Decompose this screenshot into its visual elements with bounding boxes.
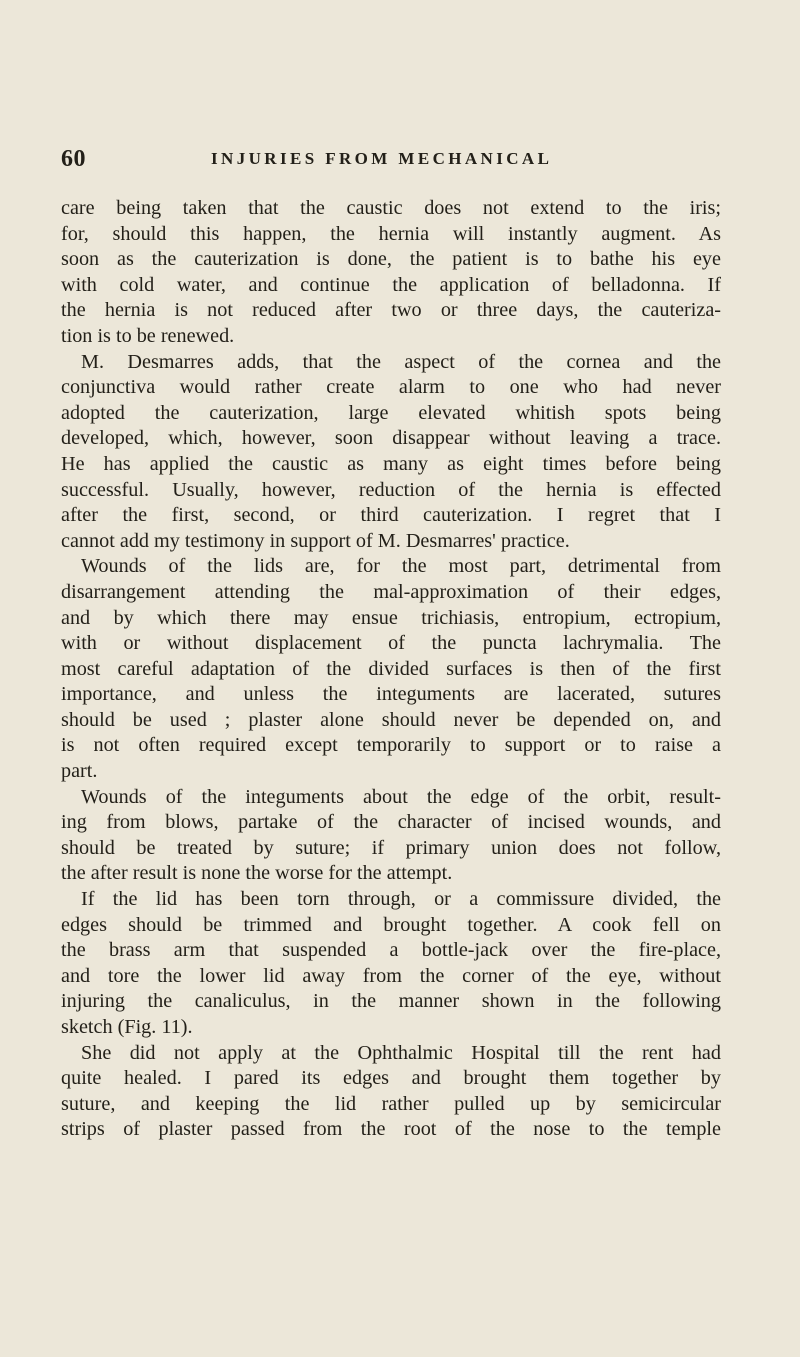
text-line: quite healed. I pared its edges and brought them together by <box>61 1067 721 1090</box>
text-line: sketch (Fig. 11). <box>61 1016 193 1038</box>
text-line: suture, and keeping the lid rather pulled up by semicircular <box>61 1092 721 1115</box>
text-line: M. Desmarres adds, that the aspect of the cornea and the <box>81 350 721 373</box>
text-line: edges should be trimmed and brought together. A cook fell on <box>61 913 721 936</box>
text-line: soon as the cauterization is done, the patient is to bathe his eye <box>61 248 721 271</box>
text-line: importance, and unless the integuments are lacerated, sutures <box>61 683 721 706</box>
text-line: with or without displacement of the puncta lachrymalia. The <box>61 632 721 655</box>
text-line: She did not apply at the Ophthalmic Hospital till the rent had <box>81 1041 721 1064</box>
text-line: He has applied the caustic as many as eight times before being <box>61 452 721 475</box>
text-line: and by which there may ensue trichiasis, entropium, ectropium, <box>61 606 721 629</box>
text-line: the hernia is not reduced after two or three days, the cauteriza- <box>61 299 721 322</box>
text-line: successful. Usually, however, reduction of the hernia is effected <box>61 478 721 501</box>
running-head: INJURIES FROM MECHANICAL <box>211 149 553 168</box>
text-line: adopted the cauterization, large elevated whitish spots being <box>61 401 721 424</box>
text-line: If the lid has been torn through, or a commissure divided, the <box>81 888 721 911</box>
text-line: care being taken that the caustic does not extend to the iris; <box>61 197 721 219</box>
text-line: for, should this happen, the hernia will instantly augment. As <box>61 222 721 245</box>
text-line: cannot add my testimony in support of M. Desmarres' practice. <box>61 529 570 552</box>
text-line: and tore the lower lid away from the corner of the eye, without <box>61 964 721 987</box>
body-text <box>61 196 721 1143</box>
text-line: Wounds of the integuments about the edge of the orbit, result- <box>81 785 721 808</box>
text-line: ing from blows, partake of the character of incised wounds, and <box>61 811 721 834</box>
text-line: injuring the canaliculus, in the manner shown in the following <box>61 990 721 1013</box>
text-line: the after result is none the worse for the attempt. <box>61 862 453 885</box>
text-line: tion is to be renewed. <box>61 324 235 347</box>
text-line: Wounds of the lids are, for the most part, detrimental from <box>81 555 721 578</box>
text-line: is not often required except temporarily to support or to raise a <box>61 734 721 757</box>
page-header <box>61 146 721 176</box>
text-line: conjunctiva would rather create alarm to one who had never <box>61 376 721 399</box>
text-line: part. <box>61 760 98 783</box>
text-line: most careful adaptation of the divided surfaces is then of the first <box>61 657 721 680</box>
text-line: developed, which, however, soon disappear without leaving a trace. <box>61 427 721 450</box>
text-line: after the first, second, or third cauterization. I regret that I <box>61 504 721 527</box>
text-line: should be used ; plaster alone should never be depended on, and <box>61 708 721 731</box>
text-line: disarrangement attending the mal-approximation of their edges, <box>61 580 721 603</box>
text-line: should be treated by suture; if primary union does not follow, <box>61 836 721 859</box>
text-line: the brass arm that suspended a bottle-jack over the fire-place, <box>61 939 721 962</box>
text-line: with cold water, and continue the application of belladonna. If <box>61 273 721 296</box>
text-line: strips of plaster passed from the root of the nose to the temple <box>61 1118 721 1141</box>
page-number: 60 <box>61 146 86 172</box>
